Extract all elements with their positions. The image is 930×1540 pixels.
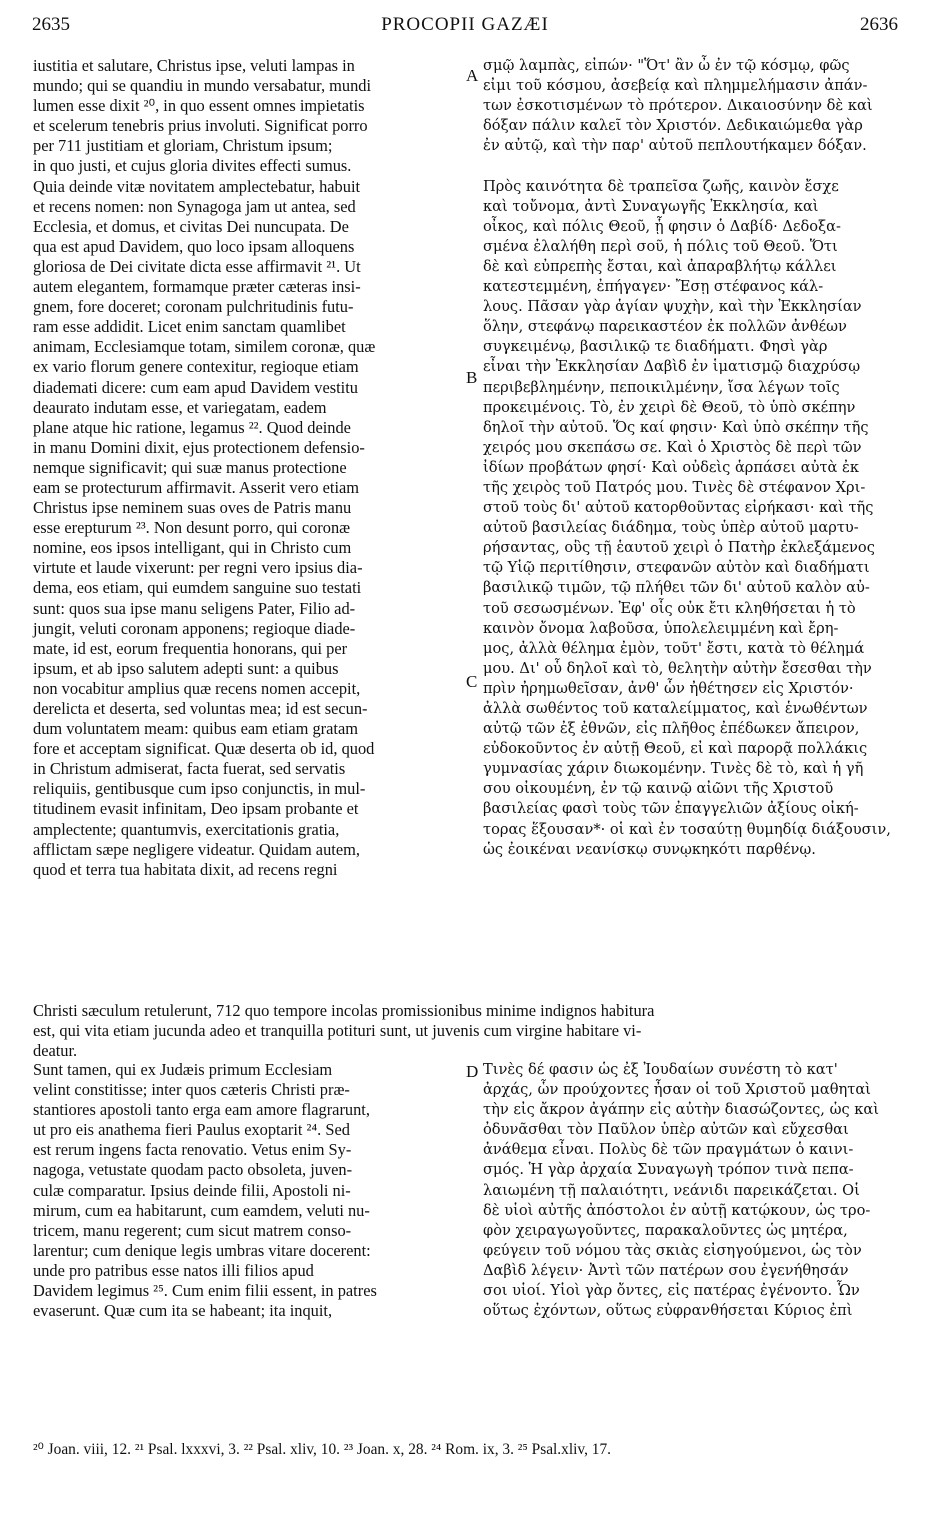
text-line: πρὶν ἠρημωθεῖσαν, ἀνθ' ὧν ἠθέτησεν εἰς Χριστόν· [483, 679, 854, 697]
text-line: virtute et laude vixerunt: per regni vero ipsius dia- [33, 558, 363, 578]
text-line: ex vario florum genere contexitur, regioque etiam [33, 357, 359, 377]
text-line: λους. Πᾶσαν γὰρ ἁγίαν ψυχὴν, καὶ τὴν Ἐκκλησίαν [483, 298, 862, 316]
text-line: δηλοῖ τὴν αὐτοῦ. Ὅς καί φησιν· Καὶ ὑπὸ σκέπην τῆς [483, 418, 869, 436]
text-line: δὲ υἱοὶ αὐτῆς ἀπόστολοι ἐν αὐτῇ κατῴκουν, ὡς τρο- [483, 1201, 871, 1219]
text-line: ὅλην, στεφάνῳ παρεικαστέον ἐκ πολλῶν ἀνθέων [483, 318, 847, 336]
text-line: Πρὸς καινότητα δὲ τραπεῖσα ζωῆς, καινὸν ἔσχε [483, 177, 839, 195]
text-line: φεύγειν τοῦ νόμου τὰς σκιὰς εἰσηγούμενοι, ὡς τὸν [483, 1241, 862, 1259]
text-line: εἰμι τοῦ κόσμου, ἀσεβείᾳ καὶ πλημμελήμασιν ἀπάν- [483, 77, 868, 95]
text-line: βασιλικῷ τιμῶν, τῷ πλήθει τῶν δι' αὐτοῦ καλὸν αὐ- [483, 579, 870, 597]
text-line: animam, Ecclesiamque totam, similem coronæ, quæ [33, 337, 376, 357]
text-line: Davidem legimus ²⁵. Cum enim filii essent, in patres [33, 1281, 377, 1301]
text-line: nomine, eos ipsos intelligant, qui in Christo cum [33, 538, 352, 558]
text-line: οὕτως ἐχόντων, οὕτως εὐφρανθήσεται Κύριος ἐπὶ [483, 1302, 853, 1320]
text-line: in Christum admiserat, facta fuerat, sed servatis [33, 759, 346, 779]
text-line: δόξαν πάλιν καλεῖ τὸν Χριστόν. Δεδικαιώμεθα γὰρ [483, 117, 863, 135]
text-line: Quia deinde vitæ novitatem amplectebatur, habuit [33, 176, 361, 196]
text-line: eam se protecturum affirmavit. Asserit vero etiam [33, 477, 360, 497]
text-line: αὐτοῦ βασιλείας διάδημα, τοὺς ὑπὲρ αὐτοῦ μαρτυ- [483, 519, 859, 537]
greek-column-upper [483, 56, 898, 860]
text-line: χειρός μου σκεπάσω σε. Καὶ ὁ Χριστὸς δὲ περὶ τῶν [483, 438, 862, 456]
text-line: ρήσαντας, οὓς τῇ ἑαυτοῦ χειρὶ ὁ Πατὴρ ἐκλεξάμενος [483, 539, 875, 557]
footnotes [33, 1440, 898, 1460]
text-line: autem elegantem, formamque præter cæteras insi- [33, 277, 361, 297]
section-marker-d: D [466, 1062, 479, 1081]
text-line: Δαβὶδ λέγειν· Ἀντὶ τῶν πατέρων σου ἐγενήθησάν [483, 1261, 849, 1279]
text-line: per 711 justitiam et gloriam, Christum ipsum; [33, 136, 333, 156]
text-line: αὐτῷ τῶν ἐξ ἐθνῶν, εἰς πλῆθος ἐπέδωκεν ἄπειρον, [483, 720, 860, 738]
text-line: βασιλείας φασὶ τοὺς τῶν ἐπαγγελιῶν ἀξίους οἰκή- [483, 800, 859, 818]
text-line: unde pro patribus esse natos illi filios apud [33, 1260, 314, 1280]
text-line: nemque significavit; qui suæ manus protectione [33, 457, 347, 477]
text-line: ἀνάθεμα εἶναι. Πολὺς δὲ τῶν πραγμάτων ὁ καινι- [483, 1141, 854, 1159]
text-line: Ecclesia, et domus, et civitas Dei nuncupata. De [33, 216, 349, 236]
running-title: PROCOPII GAZÆI [381, 14, 549, 35]
text-line: reliquiis, gentibusque cum ipso conjunctis, in mul- [33, 779, 366, 799]
text-line: culæ comparatur. Ipsius deinde filii, Apostoli ni- [33, 1180, 351, 1200]
text-line: ἀλλὰ σωθέντος τοῦ καταλείμματος, καὶ ἑνωθέντων [483, 700, 868, 717]
text-line: ὡς ἐοικέναι νεανίσκῳ συνῳκηκότι παρθένῳ. [483, 840, 816, 858]
text-line: sunt: quos sua ipse manu seligens Pater, Filio ad- [33, 598, 356, 618]
text-line: προκειμένοις. Τὸ, ἐν χειρὶ δὲ Θεοῦ, τὸ ὑπὸ σκέπην [483, 398, 856, 416]
text-line: esse erepturum ²³. Non desunt porro, qui coronæ [33, 518, 351, 538]
text-line: ut pro eis anathema fieri Paulus exoptarit ²⁴. Sed [33, 1120, 350, 1140]
text-line: σοι υἱοί. Υἱοὶ γὰρ ὄντες, εἰς πατέρας ἐγένοντο. Ὧν [483, 1282, 860, 1300]
text-line: mate, id est, eorum frequentia honorans, qui per [33, 638, 348, 658]
full-width-paragraph [33, 1001, 898, 1061]
text-line [483, 156, 898, 176]
text-line: τὴν εἰς ἄκρον ἀγάπην εἰς αὐτὴν διασώζοντες, ὡς καὶ [483, 1101, 879, 1119]
text-line: iustitia et salutare, Christus ipse, veluti lampas in [33, 56, 355, 75]
text-line: μου. Δι' οὗ δηλοῖ καὶ τὸ, θελητὴν αὐτὴν ἔσεσθαι τὴν [483, 659, 872, 677]
section-marker-c: C [466, 672, 478, 691]
text-line: σμένα ἐλαλήθη περὶ σοῦ, ἡ πόλις τοῦ Θεοῦ. Ὅτι [483, 237, 838, 255]
greek-column-lower [483, 1060, 898, 1321]
text-line: in manu Domini dixit, ejus protectionem defensio- [33, 437, 365, 457]
text-line: afflictam sæpe negligere videatur. Quidam autem, [33, 839, 360, 859]
text-line: ipsum, et ab ipso salutem adepti sunt: a quibus [33, 658, 339, 678]
text-line: mundo; qui se quandiu in mundo versabatur, mundi [33, 76, 372, 96]
text-line: qua est apud Davidem, quo loco ipsam alloquens [33, 236, 355, 256]
text-line: dum voluntatem meam: quibus eam etiam gratam [33, 719, 358, 739]
text-line: deaurato indutam esse, et variegatam, eadem [33, 397, 327, 417]
text-line: non vocabitur amplius quæ recens nomen accepit, [33, 678, 361, 698]
text-line: Τινὲς δέ φασιν ὡς ἐξ Ἰουδαίων συνέστη τὸ κατ' [483, 1061, 838, 1078]
text-line: et scelerum tenebris prius involuti. Significat porro [33, 116, 368, 136]
text-line: amplectente; quantumvis, exercitationis gratia, [33, 819, 340, 839]
text-line: οἶκος, καὶ πόλις Θεοῦ, ᾗ φησιν ὁ Δαβίδ· Δεδοξα- [483, 217, 841, 235]
text-line: tricem, manu regerent; cum sicut matrem conso- [33, 1220, 352, 1240]
text-line: gnem, fore doceret; coronam pulchritudinis futu- [33, 297, 354, 317]
text-line: fore et acceptam significat. Quæ deserta ob id, quod [33, 739, 375, 759]
text-line: σμῷ λαμπὰς, εἰπών· "Ὅτ' ἂν ὦ ἐν τῷ κόσμῳ, φῶς [483, 57, 850, 74]
footnote-line: ²⁰ Joan. viii, 12. ²¹ Psal. lxxxvi, 3. ²² Psal. xliv, 10. ²³ Joan. x, 28. ²⁴ Rom. ix, 3. ²⁵ Psal. [33, 1441, 562, 1458]
latin-column-lower [33, 1060, 461, 1321]
text-line: τοῦ σεσωσμένων. Ἐφ' οἷς οὐκ ἔτι κληθήσεται ἡ τὸ [483, 599, 856, 617]
text-line: καινὸν ὄνομα λαβοῦσα, ὑπολελειμμένη καὶ ἔρη- [483, 619, 839, 637]
text-line: Christus ipse neminem suas oves de Patris manu [33, 498, 352, 518]
text-line: μος, ἀλλὰ θέλημα ἐμὸν, τοῦτ' ἔστι, κατὰ τὸ θέλημά [483, 639, 865, 657]
footnote-line: xliv, 17. [561, 1441, 612, 1458]
text-line: τῆς χειρὸς τοῦ Πατρός μου. Τινὲς δὲ στέφανον Χρι- [483, 478, 866, 496]
latin-column-upper [33, 56, 461, 880]
text-line: φὸν χειραγωγοῦντες, παρακαλοῦντες ὡς μητέρα, [483, 1221, 848, 1239]
text-line: ram esse addidit. Licet enim sanctam quamlibet [33, 317, 346, 337]
text-line: ὀδυνᾶσθαι τὸν Παῦλον ὑπὲρ αὐτῶν καὶ εὔχεσθαι [483, 1121, 849, 1139]
text-line: εἶναι τὴν Ἐκκλησίαν Δαβὶδ ἐν ἱματισμῷ διαχρύσῳ [483, 358, 861, 376]
text-line: των ἐσκοτισμένων τὸ πρότερον. Δικαιοσύνην δὲ καὶ [483, 97, 873, 115]
text-line: τῷ Υἱῷ περιτίθησιν, στεφανῶν αὐτὸν καὶ διαδήματι [483, 559, 870, 577]
text-line: evaserunt. Quæ cum ita se habeant; ita inquit, [33, 1301, 333, 1321]
text-line: ἐν αὐτῷ, καὶ τὴν παρ' αὐτοῦ πεπλουτήκαμεν δόξαν. [483, 137, 867, 155]
text-line: gloriosa de Dei civitate dicta esse affirmavit ²¹. Ut [33, 256, 361, 276]
text-line: stantiores apostoli tanto erga eam amore flagrarunt, [33, 1100, 370, 1120]
text-line: titudinem evasit infinitam, Deo ipsam probante et [33, 799, 359, 819]
text-line: velint constitisse; inter quos cæteris Christi præ- [33, 1080, 350, 1100]
text-line: diademati dicere: cum eam apud Davidem vestitu [33, 377, 358, 397]
text-line: et recens nomen: non Synagoga jam ut antea, sed [33, 196, 356, 216]
text-line: est, qui vita etiam jucunda adeo et tranquilla potituri sunt, ut juvenis cum virgine habitare vi- [33, 1021, 642, 1041]
text-line: περιβεβλημένην, πεποικιλμένην, ἴσα λέγων τοῖς [483, 378, 840, 396]
text-line: nagoga, vetustate quodam pacto obsoleta, juven- [33, 1160, 353, 1180]
text-line: στοῦ τοὺς δι' αὐτοῦ κατορθοῦντας εἰρήκασι· καὶ τῆς [483, 499, 874, 517]
text-line: larentur; cum denique legis umbras vitare docerent: [33, 1240, 371, 1260]
text-line: plane atque hic ratione, legamus ²². Quod deinde [33, 417, 351, 437]
section-marker-b: B [466, 368, 478, 387]
section-marker-a: A [466, 66, 479, 85]
text-line: εὐδοκοῦντος ἐν αὐτῇ Θεοῦ, εἰ καὶ παρορᾷ πολλάκις [483, 740, 868, 758]
page-number-right: 2636 [860, 14, 898, 35]
page-number-left: 2635 [32, 14, 70, 35]
text-line: jungit, veluti coronam apponens; regioque diade- [33, 618, 356, 638]
text-line: derelicta et deserta, sed voluntas mea; id est secun- [33, 699, 368, 718]
text-line: λαιωμένη τῇ παλαιότητι, νεάνιδι παρεικάζεται. Οἱ [483, 1181, 860, 1199]
text-line: deatur. [33, 1041, 78, 1061]
text-line: ἀρχάς, ὧν προύχοντες ἦσαν οἱ τοῦ Χριστοῦ μαθηταὶ [483, 1081, 871, 1099]
text-line: τορας ἕξουσαν*· οἱ καὶ ἐν τοσαύτῃ θυμηδίᾳ διάξουσιν, [483, 820, 891, 838]
text-line: καὶ τοὔνομα, ἀντὶ Συναγωγῆς Ἐκκλησία, καὶ [483, 197, 819, 215]
text-line: Christi sæculum retulerunt, 712 quo tempore incolas promissionibus minime indignos habitura [33, 1001, 655, 1020]
text-line: γυμνασίας χάριν διωκομένην. Τινὲς δὲ τὸ, καὶ ἡ γῆ [483, 760, 864, 778]
text-line: lumen esse dixit ²⁰, in quo essent omnes impietatis [33, 96, 365, 116]
text-line: est rerum ingens facta renovatio. Vetus enim Sy- [33, 1140, 352, 1160]
text-line: dema, eos etiam, qui eumdem sanguine suo testati [33, 578, 362, 598]
text-line: κατεστεμμένη, ἐπήγαγεν· Ἔσῃ στέφανος κάλ- [483, 278, 824, 296]
text-line: δὲ καὶ εὐπρεπὴς ἔσται, καὶ ἀπαραβλήτῳ κάλλει [483, 257, 837, 275]
page-header [32, 14, 898, 48]
text-line: in quo justi, et cujus gloria divites effecti sumus. [33, 156, 352, 176]
text-line: mirum, cum ea habitarunt, cum eamdem, veluti nu- [33, 1200, 370, 1220]
text-line: συγκειμένῳ, βασιλικῷ τε διαδήματι. Φησὶ γὰρ [483, 338, 828, 356]
text-line: Sunt tamen, qui ex Judæis primum Ecclesiam [33, 1060, 333, 1079]
text-line: ἰδίων προβάτων φησί· Καὶ οὐδεὶς ἁρπάσει αὐτὰ ἐκ [483, 458, 859, 476]
text-line: σου οἰκουμένη, ἐν τῷ καινῷ αἰῶνι τῆς Χριστοῦ [483, 780, 834, 798]
text-line: quod et terra tua habitata dixit, ad recens regni [33, 859, 338, 879]
text-line: σμός. Ἡ γὰρ ἀρχαία Συναγωγὴ τρόπον τινὰ πεπα- [483, 1161, 854, 1179]
